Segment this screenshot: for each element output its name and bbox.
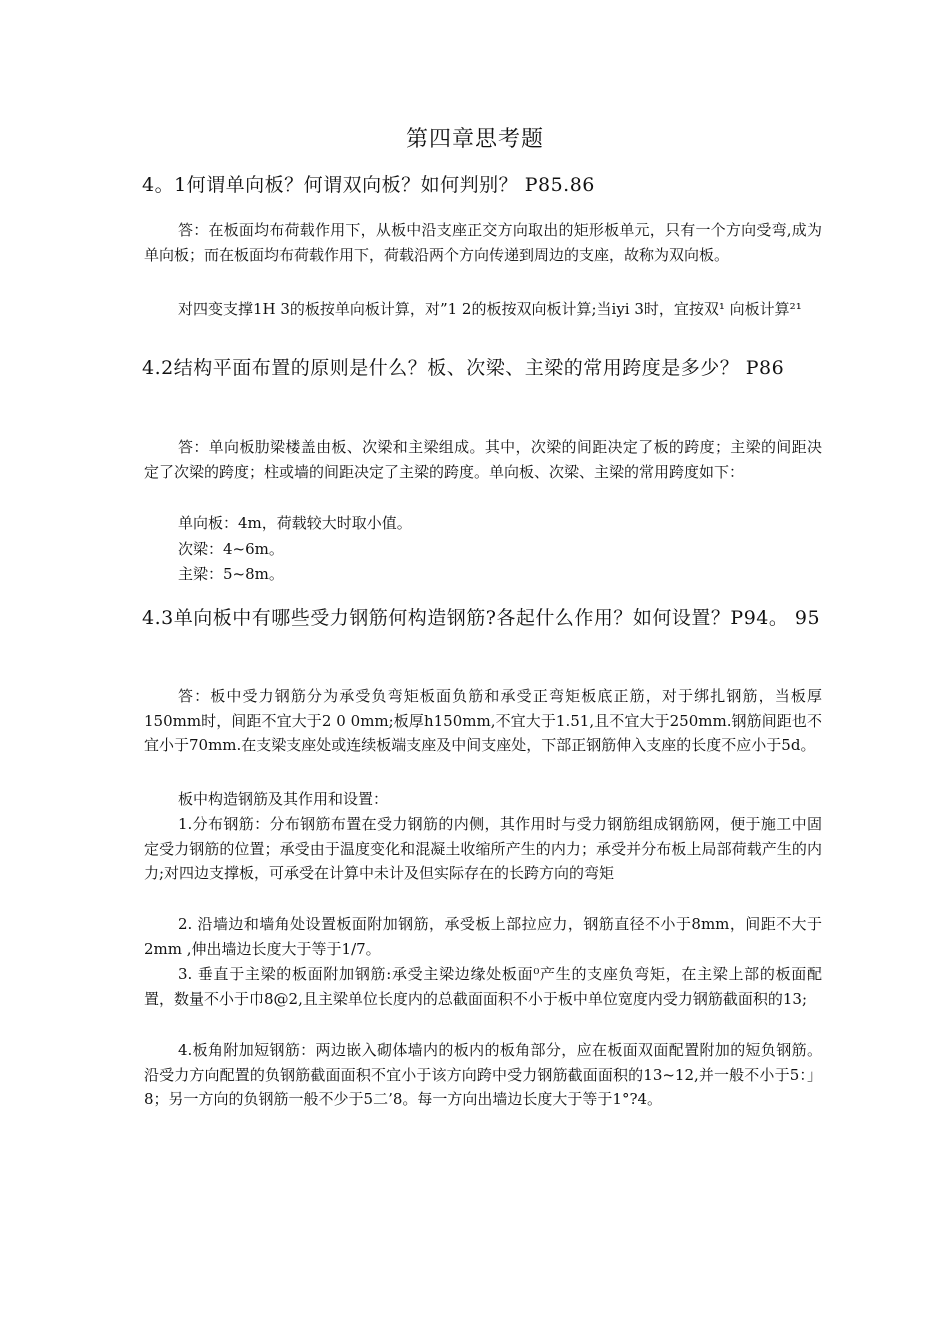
answer-4-1-paragraph-1: 答：在板面均布荷载作用下，从板中沿支座正交方向取出的矩形板单元，只有一个方向受弯,成为单向板；而在板面均布荷载作用下，荷载沿两个方向传递到周边的支座，故称为双向板。 bbox=[144, 221, 822, 264]
question-4-1: 4。1何谓单向板？何谓双向板？如何判别？ P85.86 bbox=[142, 174, 595, 196]
answer-4-1-paragraph-2: 对四变支撑1H 3的板按单向板计算，对”1 2的板按双向板计算;当iyi 3时，宜按双¹ 向板计算²¹ bbox=[178, 300, 802, 318]
answer-4-2-paragraph: 答：单向板肋梁楼盖由板、次梁和主梁组成。其中，次梁的间距决定了板的跨度；主梁的间距决定了次梁的跨度；柱或墙的间距决定了主梁的跨度。单向板、次梁、主梁的常用跨度如下： bbox=[144, 438, 822, 481]
answer-4-2-span-secondary-beam: 次梁：4~6m。 bbox=[178, 540, 284, 558]
page-title: 第四章思考题 bbox=[405, 127, 544, 152]
answer-4-3-item-1: 1.分布钢筋：分布钢筋布置在受力钢筋的内侧，其作用时与受力钢筋组成钢筋网，便于施工中固定受力钢筋的位置；承受由于温度变化和混凝土收缩所产生的内力；承受并分布板上局部荷载产生的内力;对四边支撑板，可承受在计算中未计及但实际存在的长跨方向的弯矩 bbox=[144, 815, 822, 882]
answer-4-3-subheading: 板中构造钢筋及其作用和设置： bbox=[178, 790, 389, 808]
answer-4-2-span-slab: 单向板：4m，荷载较大时取小值。 bbox=[178, 514, 412, 532]
answer-4-3-item-3: 3. 垂直于主梁的板面附加钢筋:承受主梁边缘处板面⁰产生的支座负弯矩，在主梁上部的板面配置，数量不小于巾8@2,且主梁单位长度内的总截面面积不小于板中单位宽度内受力钢筋截面积的13; bbox=[144, 965, 822, 1008]
question-4-3: 4.3单向板中有哪些受力钢筋何构造钢筋?各起什么作用？如何设置？P94。 95 bbox=[142, 607, 821, 629]
answer-4-3-item-4: 4.板角附加短钢筋：两边嵌入砌体墙内的板内的板角部分，应在板面双面配置附加的短负钢筋。沿受力方向配置的负钢筋截面面积不宜小于该方向跨中受力钢筋截面面积的13~12,并一般不小于5：」8；另一方向的负钢筋一般不少于5二’8。每一方向出墙边长度大于等于1°?4。 bbox=[144, 1041, 822, 1108]
answer-4-2-span-main-beam: 主梁：5~8m。 bbox=[178, 565, 284, 583]
answer-4-3-paragraph-1: 答：板中受力钢筋分为承受负弯矩板面负筋和承受正弯矩板底正筋，对于绑扎钢筋，当板厚150mm时，间距不宜大于2 0 0mm;板厚h150mm,不宜大于1.51,且不宜大于250mm.钢筋间距也不宜小于70mm.在支梁支座处或连续板端支座及中间支座处，下部正钢筋伸入支座的长度不应小于5d。 bbox=[144, 687, 822, 754]
question-4-2: 4.2结构平面布置的原则是什么？板、次梁、主梁的常用跨度是多少？ P86 bbox=[142, 357, 785, 379]
answer-4-3-item-2: 2. 沿墙边和墙角处设置板面附加钢筋，承受板上部拉应力，钢筋直径不小于8mm，间距不大于2mm ,伸出墙边长度大于等于1/7。 bbox=[144, 915, 822, 958]
